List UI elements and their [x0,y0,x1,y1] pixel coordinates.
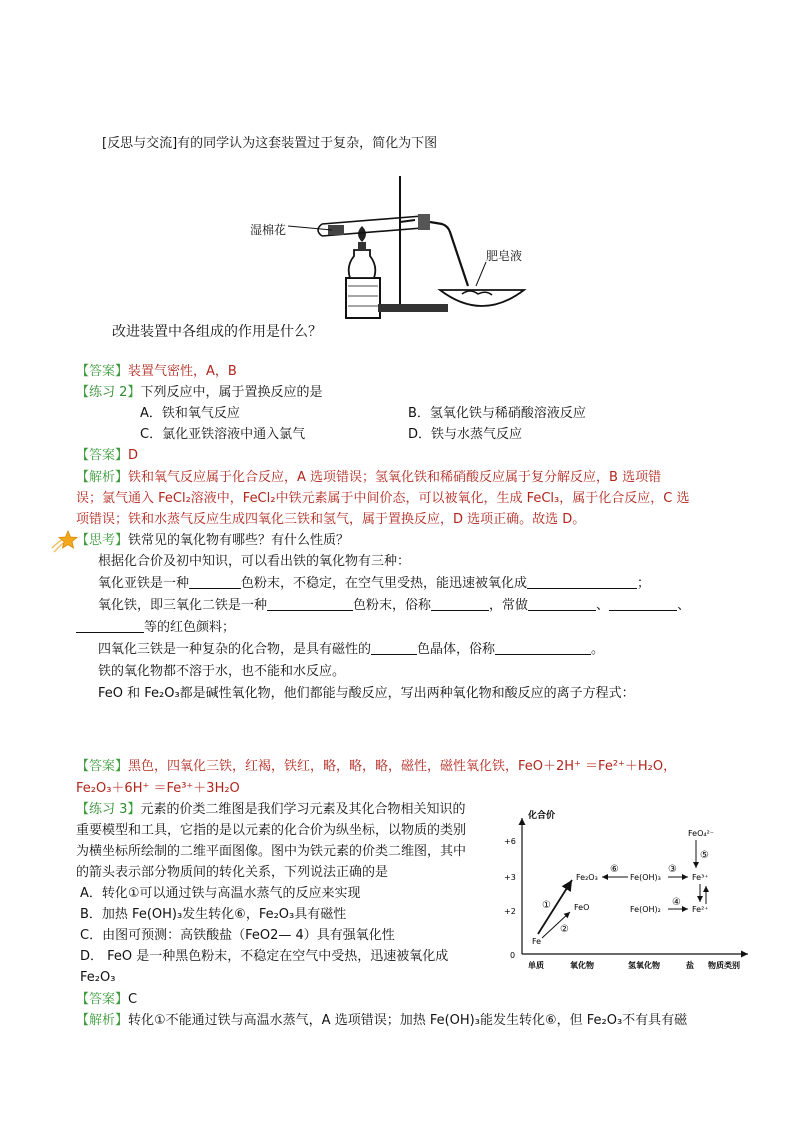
exercise-3-option-a: A．转化①可以通过铁与高温水蒸气的反应来实现 [80,886,361,901]
species-fe: Fe [532,937,542,946]
simplified-apparatus-figure [250,170,540,320]
think-line-5: 四氧化三铁是一种复杂的化合物，是具有磁性的 色晶体，俗称 。 [98,642,605,657]
analysis-2-line-3: 项错误；铁和水蒸气反应生成四氧化三铁和氢气，属于置换反应，D 选项正确。故选 D。 [76,512,586,527]
blank-field[interactable] [267,596,353,611]
exercise-tag: 练习 3 [89,802,128,817]
reflection-text: [反思与交流]有的同学认为这套装置过于复杂，简化为下图 [102,136,438,151]
exercise-3-option-c: C．由图可预测：高铁酸盐（FeO2— 4）具有强氧化性 [80,928,395,943]
think-line-7: FeO 和 Fe₂O₃都是碱性氧化物，他们都能与酸反应，写出两种氧化物和酸反应的离子方程式： [98,686,635,701]
iron-valence-class-diagram [498,804,760,976]
species-ferrate: FeO₄²⁻ [688,829,715,838]
blank-field[interactable] [495,640,591,655]
blank-field[interactable] [609,596,677,611]
answer-4: 【答案】C [76,992,138,1007]
arrow-label: ① [542,900,551,911]
species-feo: FeO [574,903,590,912]
arrow-label: ⑤ [700,850,709,861]
star-icon [50,528,78,554]
think-line-4: 等的红色颜料； [76,618,235,638]
exercise-tag: 练习 2 [89,385,128,400]
y-tick: +3 [504,873,516,882]
analysis-2-line-2: 误；氯气通入 FeCl₂溶液中，FeCl₂中铁元素属于中间价态，可以被氧化，生成 FeCl₃，属于化合反应，C 选 [76,491,690,506]
option-a: A．铁和氧气反应 [140,406,240,421]
answer-2: 【答案】D [76,448,139,463]
test-tube [318,214,430,236]
exercise-3-stem-2: 重要模型和工具，它指的是以元素的化合价为纵坐标，以物质的类别 [76,823,467,838]
exercise-3-stem-4: 的箭头表示部分物质间的转化关系，下列说法正确的是 [76,865,389,880]
x-label: 单质 [528,961,544,970]
arrow-label: ④ [672,897,681,908]
label-soap-solution: 肥皂液 [486,249,523,263]
y-tick: 0 [510,951,516,960]
species-fe2o3: Fe₂O₃ [576,873,598,882]
species-feoh2: Fe(OH)₂ [630,905,661,914]
blank-field[interactable] [431,596,489,611]
option-c: C．氯化亚铁溶液中通入氯气 [140,427,306,442]
blank-field[interactable] [189,574,241,589]
y-tick: +2 [504,907,516,916]
think-line-6: 铁的氧化物都不溶于水，也不能和水反应。 [98,664,346,679]
option-b: B．氢氧化铁与稀硝酸溶液反应 [408,406,586,421]
option-d: D．铁与水蒸气反应 [408,427,523,442]
arrow-label: ③ [668,864,677,875]
think-question: 【思考】铁常见的氧化物有哪些？有什么性质？ [76,533,350,548]
blank-field[interactable] [371,640,417,655]
y-tick: +6 [504,837,516,846]
think-line-2: 氧化亚铁是一种 色粉末，不稳定，在空气里受热，能迅速被氧化成 ； [98,576,651,591]
x-label: 物质类别 [708,961,740,970]
analysis-4: 【解析】转化①不能通过铁与高温水蒸气，A 选项错误；加热 Fe(OH)₃能发生转化⑥，但 Fe₂O₃不有具有磁 [76,1013,688,1028]
reflection-question: 改进装置中各组成的作用是什么？ [112,324,322,340]
exercise-3-stem-3: 为横坐标所绘制的二维平面图像。图中为铁元素的价类二维图，其中 [76,844,467,859]
blank-field[interactable] [527,574,637,589]
answer-1 [76,362,237,382]
alcohol-lamp [349,250,376,278]
species-feoh3: Fe(OH)₃ [630,873,661,882]
exercise-3-stem-1: 【练习 3】元素的价类二维图是我们学习元素及其化合物相关知识的 [76,802,466,817]
flame-icon [358,226,366,242]
think-line-3: 氧化铁，即三氧化二铁是一种 色粉末，俗称 ，常做 、 、 [98,598,691,613]
analysis-2-line-1: 【解析】铁和氧气反应属于化合反应，A 选项错误；氢氧化铁和稀硝酸反应属于复分解反应，B 选项错 [76,470,662,485]
species-fe3plus: Fe³⁺ [692,873,709,882]
answer-tag: 【答案】 [76,364,129,379]
stand-base [378,304,448,312]
label-wet-cotton: 湿棉花 [250,223,287,237]
blank-field[interactable] [528,596,596,611]
delivery-tube [430,222,468,286]
exercise-3-option-d-cont: Fe₂O₃ [80,970,116,985]
arrow-label: ⑥ [610,864,619,875]
answer-text: 装置气密性，A，B [128,364,237,379]
answer-3-line-1: 【答案】黑色，四氧化三铁，红褐，铁红，略，略，略，磁性，磁性氧化铁，FeO＋2H⁺ ＝Fe²⁺＋H₂O， [76,759,677,774]
stopper [418,214,430,230]
exercise-3-option-b: B．加热 Fe(OH)₃发生转化⑥，Fe₂O₃具有磁性 [80,907,347,922]
arrow-label: ② [560,924,569,935]
y-axis-label: 化合价 [528,811,556,821]
x-label: 氧化物 [570,961,594,970]
species-fe2plus: Fe²⁺ [692,905,709,914]
wooden-block [346,278,380,318]
think-tag: 【思考】 [76,533,129,548]
exercise-2-stem: 【练习 2】下列反应中，属于置换反应的是 [76,385,323,400]
blank-field[interactable] [76,618,144,633]
x-label: 氢氧化物 [628,961,660,970]
x-label: 盐 [686,961,694,970]
think-line-1: 根据化合价及初中知识，可以看出铁的氧化物有三种： [98,554,411,569]
exercise-3-option-d: D． FeO 是一种黑色粉末，不稳定在空气中受热，迅速被氧化成 [80,949,449,964]
answer-3-line-2: Fe₂O₃＋6H⁺ ＝Fe³⁺＋3H₂O [76,781,240,796]
